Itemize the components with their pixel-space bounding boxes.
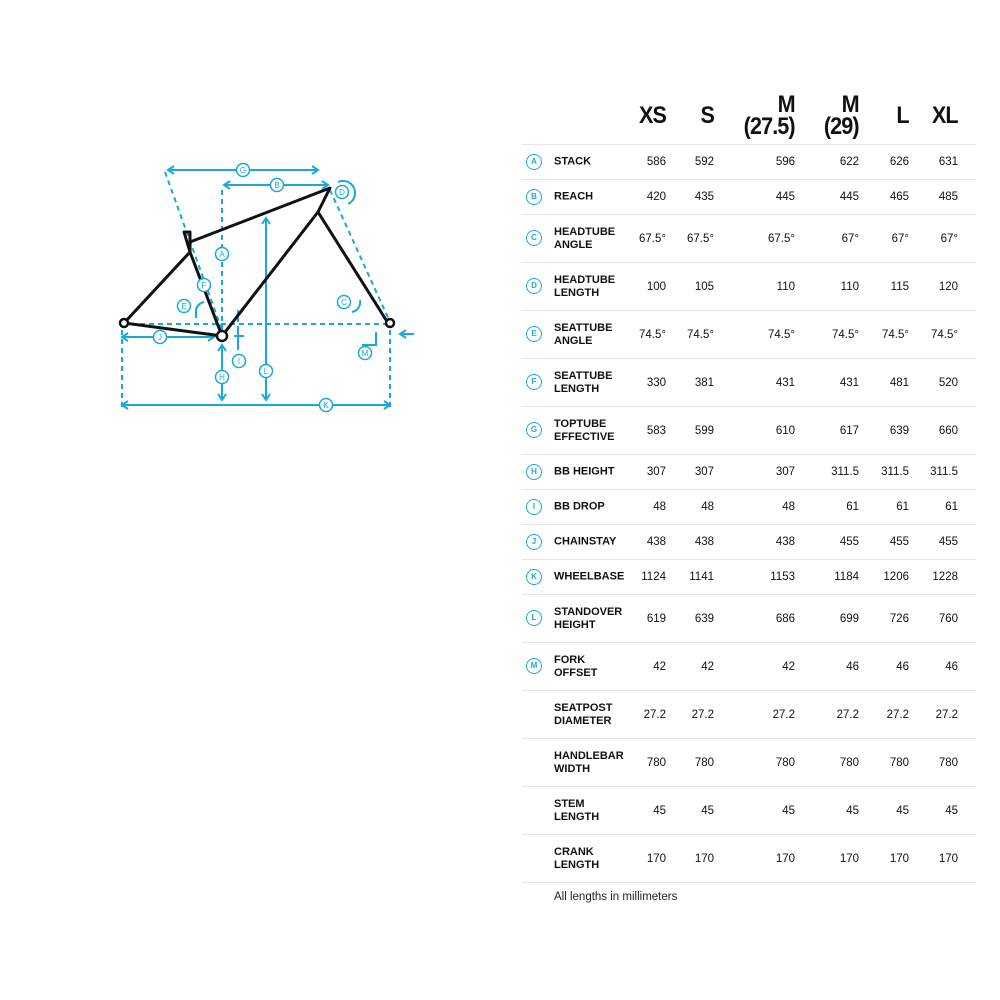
measurement-value: 67°	[940, 232, 958, 245]
geometry-row	[522, 263, 976, 311]
diagram-label-letter: C	[341, 298, 347, 307]
measurement-label: BB HEIGHT	[554, 465, 615, 478]
measurement-value: 42	[653, 660, 666, 673]
units-footnote: All lengths in millimeters	[554, 891, 678, 903]
measurement-value: 622	[839, 156, 859, 168]
measurement-label: STANDOVER HEIGHT	[554, 605, 623, 631]
measurement-value: 27.2	[886, 708, 909, 721]
size-label: M	[777, 91, 795, 118]
measurement-value: 330	[646, 376, 666, 389]
measurement-value: 61	[846, 501, 859, 513]
measurement-badge: A	[526, 154, 542, 170]
measurement-value: 48	[701, 501, 714, 513]
geometry-row	[522, 835, 976, 883]
measurement-value: 46	[896, 660, 909, 673]
measurement-value: 311.5	[831, 466, 859, 478]
size-label: S	[700, 102, 714, 129]
measurement-value: 1141	[689, 571, 714, 583]
measurement-label: REACH	[554, 190, 594, 203]
measurement-value: 115	[890, 280, 909, 293]
measurement-value: 780	[889, 756, 909, 769]
measurement-value: 45	[782, 804, 795, 817]
geometry-row	[522, 560, 976, 595]
diagram-label-letter: F	[201, 281, 207, 290]
measurement-value: 381	[694, 376, 714, 389]
measurement-value: 1153	[770, 571, 795, 583]
measurement-value: 699	[839, 612, 859, 625]
measurement-value: 311.5	[930, 466, 958, 478]
measurement-value: 660	[938, 424, 958, 437]
measurement-value: 592	[694, 156, 714, 168]
measurement-value: 726	[889, 612, 909, 625]
measurement-value: 610	[775, 424, 795, 437]
measurement-value: 27.2	[691, 708, 714, 721]
measurement-value: 27.2	[836, 708, 859, 721]
measurement-value: 420	[646, 191, 666, 203]
measurement-badge: F	[526, 374, 542, 390]
diagram-label-letter: J	[158, 333, 162, 342]
bike-geometry-diagram	[100, 150, 440, 420]
measurement-value: 170	[775, 852, 795, 865]
measurement-value: 67°	[841, 232, 859, 245]
measurement-label: WHEELBASE	[554, 570, 625, 583]
measurement-value: 74.5°	[882, 328, 909, 341]
measurement-value: 780	[839, 756, 859, 769]
size-label: M	[841, 91, 859, 118]
measurement-value: 583	[646, 424, 666, 437]
size-label: XL	[932, 102, 958, 129]
measurement-label: TOPTUBE EFFECTIVE	[554, 417, 615, 443]
measurement-value: 599	[694, 424, 714, 437]
measurement-value: 438	[694, 536, 714, 548]
geometry-row	[522, 145, 976, 180]
measurement-value: 27.2	[935, 708, 958, 721]
measurement-value: 67.5°	[639, 232, 666, 245]
measurement-value: 74.5°	[687, 328, 714, 341]
geometry-row	[522, 359, 976, 407]
measurement-value: 445	[775, 191, 795, 203]
size-header	[522, 88, 976, 145]
measurement-value: 431	[775, 376, 795, 389]
measurement-value: 45	[653, 804, 666, 817]
measurement-value: 596	[775, 156, 795, 168]
measurement-value: 27.2	[643, 708, 666, 721]
diagram-label-letter: L	[263, 367, 269, 376]
measurement-value: 455	[839, 536, 859, 548]
measurement-value: 67.5°	[687, 232, 714, 245]
measurement-value: 780	[775, 756, 795, 769]
measurement-value: 61	[945, 501, 958, 513]
measurement-value: 1184	[834, 571, 859, 583]
measurement-value: 45	[701, 804, 714, 817]
measurement-value: 465	[889, 191, 909, 203]
measurement-label: CRANK LENGTH	[554, 845, 600, 871]
measurement-value: 45	[846, 804, 859, 817]
geometry-row	[522, 787, 976, 835]
measurement-value: 110	[776, 280, 795, 293]
measurement-value: 520	[938, 376, 958, 389]
measurement-value: 42	[701, 660, 714, 673]
measurement-value: 586	[646, 156, 666, 168]
measurement-value: 686	[775, 612, 795, 625]
measurement-value: 639	[889, 424, 909, 437]
size-sublabel: (29)	[824, 113, 859, 140]
measurement-value: 110	[840, 280, 859, 293]
measurement-value: 780	[938, 756, 958, 769]
geometry-row	[522, 595, 976, 643]
measurement-badge: E	[526, 326, 542, 342]
measurement-value: 46	[846, 660, 859, 673]
measurement-value: 74.5°	[931, 328, 958, 341]
measurement-value: 170	[694, 852, 714, 865]
measurement-value: 445	[839, 191, 859, 203]
size-label: XS	[638, 102, 666, 129]
measurement-value: 455	[938, 536, 958, 548]
measurement-badge: H	[526, 464, 542, 480]
measurement-badge: B	[526, 189, 542, 205]
measurement-value: 48	[782, 501, 795, 513]
measurement-badge: G	[526, 422, 542, 438]
measurement-label: BB DROP	[554, 500, 605, 513]
measurement-value: 455	[889, 536, 909, 548]
geometry-row	[522, 691, 976, 739]
measurement-value: 46	[945, 660, 958, 673]
measurement-value: 27.2	[772, 708, 795, 721]
size-column-header	[932, 88, 958, 144]
measurement-value: 435	[694, 191, 714, 203]
diagram-label-letter: B	[274, 181, 280, 190]
diagram-label-letter: E	[181, 302, 187, 311]
geometry-row	[522, 490, 976, 525]
measurement-badge: J	[526, 534, 542, 550]
measurement-value: 617	[839, 424, 859, 437]
measurement-label: FORK OFFSET	[554, 653, 598, 679]
measurement-value: 170	[889, 852, 909, 865]
measurement-value: 42	[782, 660, 795, 673]
size-sublabel: (27.5)	[743, 113, 795, 140]
measurement-label: CHAINSTAY	[554, 535, 617, 548]
measurement-label: STACK	[554, 155, 592, 168]
diagram-label-letter: G	[239, 166, 247, 175]
measurement-value: 61	[896, 501, 909, 513]
measurement-badge: D	[526, 278, 542, 294]
diagram-label-letter: D	[339, 188, 345, 197]
measurement-label: SEATTUBE LENGTH	[554, 369, 613, 395]
measurement-label: HEADTUBE LENGTH	[554, 273, 616, 299]
measurement-label: SEATPOST DIAMETER	[554, 701, 613, 727]
size-column-header	[639, 88, 666, 144]
size-column-header	[824, 88, 859, 144]
measurement-label: STEM LENGTH	[554, 797, 600, 823]
diagram-label-letter: A	[219, 250, 225, 259]
measurement-value: 170	[646, 852, 666, 865]
measurement-value: 307	[775, 466, 795, 478]
measurement-value: 74.5°	[768, 328, 795, 341]
measurement-value: 67°	[891, 232, 909, 245]
measurement-value: 780	[694, 756, 714, 769]
measurement-value: 760	[938, 612, 958, 625]
measurement-badge: I	[526, 499, 542, 515]
measurement-label: HANDLEBAR WIDTH	[554, 749, 624, 775]
measurement-value: 639	[694, 612, 714, 625]
measurement-badge: L	[526, 610, 542, 626]
diagram-label-letter: K	[323, 401, 329, 410]
measurement-value: 485	[938, 191, 958, 203]
geometry-row	[522, 525, 976, 560]
measurement-value: 311.5	[881, 466, 909, 478]
measurement-value: 48	[653, 501, 666, 513]
measurement-value: 120	[938, 280, 958, 293]
geometry-row	[522, 180, 976, 215]
measurement-value: 438	[775, 536, 795, 548]
geometry-row	[522, 455, 976, 490]
measurement-value: 1124	[641, 571, 666, 583]
size-column-header	[744, 88, 795, 144]
measurement-value: 307	[694, 466, 714, 478]
geometry-table	[522, 88, 976, 883]
geometry-row	[522, 407, 976, 455]
measurement-value: 170	[839, 852, 859, 865]
measurement-value: 780	[646, 756, 666, 769]
measurement-label: SEATTUBE ANGLE	[554, 321, 613, 347]
size-label: L	[896, 102, 909, 129]
measurement-value: 431	[839, 376, 859, 389]
size-column-header	[700, 88, 714, 144]
measurement-value: 626	[889, 156, 909, 168]
measurement-badge: C	[526, 230, 542, 246]
measurement-badge: M	[526, 658, 542, 674]
geometry-row	[522, 311, 976, 359]
measurement-value: 1206	[883, 571, 909, 583]
measurement-value: 481	[889, 376, 909, 389]
measurement-value: 619	[646, 612, 666, 625]
measurement-value: 67.5°	[768, 232, 795, 245]
measurement-label: HEADTUBE ANGLE	[554, 225, 616, 251]
geometry-row	[522, 643, 976, 691]
measurement-value: 438	[646, 536, 666, 548]
measurement-value: 74.5°	[832, 328, 859, 341]
measurement-value: 1228	[932, 571, 958, 583]
geometry-row	[522, 739, 976, 787]
measurement-value: 631	[938, 156, 958, 168]
diagram-label-letter: I	[237, 357, 241, 366]
measurement-value: 45	[896, 804, 909, 817]
measurement-value: 100	[646, 280, 666, 293]
diagram-label-letter: M	[361, 349, 369, 358]
size-column-header	[897, 88, 909, 144]
geometry-row	[522, 215, 976, 263]
measurement-value: 105	[694, 280, 714, 293]
measurement-value: 74.5°	[639, 328, 666, 341]
diagram-label-letter: H	[219, 373, 225, 382]
measurement-value: 45	[945, 804, 958, 817]
measurement-value: 307	[646, 466, 666, 478]
measurement-value: 170	[938, 852, 958, 865]
measurement-badge: K	[526, 569, 542, 585]
